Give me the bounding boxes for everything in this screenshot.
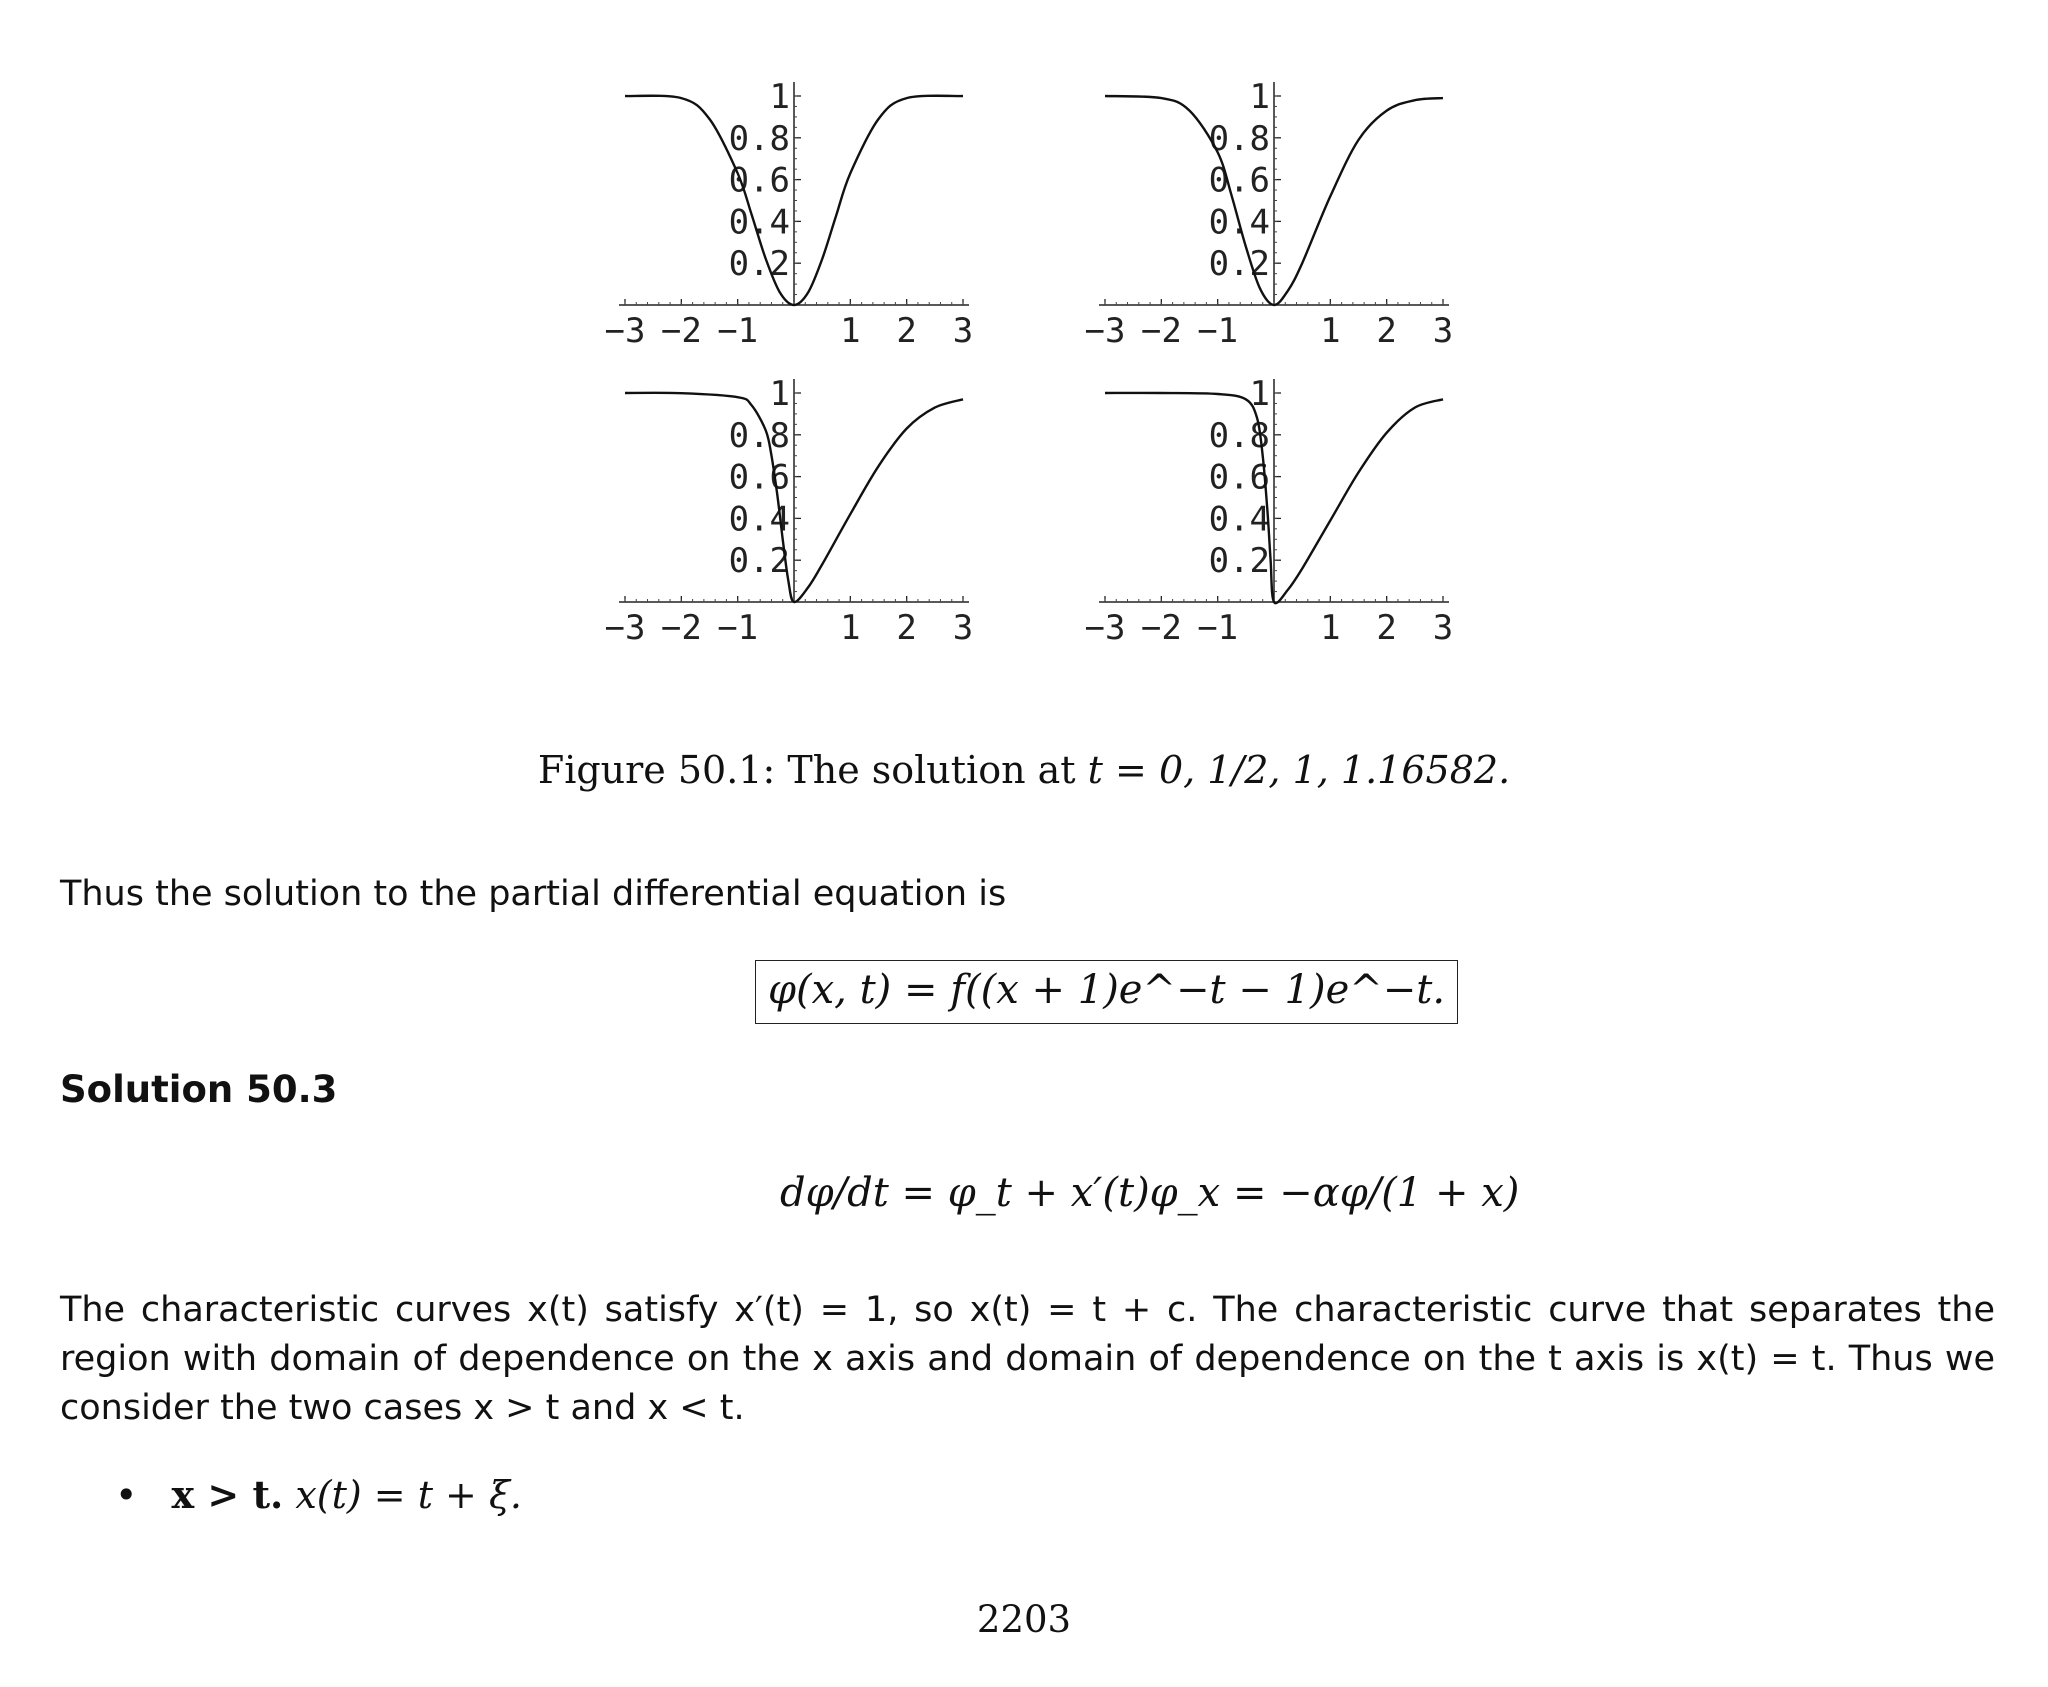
x-tick-label: 3 bbox=[1432, 608, 1454, 648]
x-tick-label: 2 bbox=[896, 311, 917, 351]
y-tick-label: 0.4 bbox=[728, 202, 790, 243]
plot-svg bbox=[595, 367, 1015, 657]
x-tick-label: 1 bbox=[840, 608, 861, 648]
x-tick-label: 2 bbox=[896, 608, 917, 648]
x-tick-label: 2 bbox=[1376, 311, 1397, 351]
boxed-equation-text: φ(x, t) = f((x + 1)e^−t − 1)e^−t. bbox=[768, 967, 1446, 1013]
figure-label: Figure 50.1: bbox=[537, 748, 776, 792]
y-tick-label: 0.8 bbox=[728, 415, 790, 456]
figure-plots bbox=[595, 70, 1475, 670]
x-tick-label: 1 bbox=[840, 311, 861, 351]
case-equation: x(t) = t + ξ. bbox=[295, 1473, 522, 1517]
figure-caption bbox=[0, 748, 2048, 792]
dphi-dt-equation bbox=[780, 1170, 1519, 1216]
dphi-dt-equation-text: dφ/dt = φ_t + x′(t)φ_x = −αφ/(1 + x) bbox=[780, 1170, 1520, 1216]
plot-t0 bbox=[595, 70, 1015, 360]
x-tick-label: −3 bbox=[1084, 311, 1126, 351]
plot-svg bbox=[595, 70, 1015, 360]
x-tick-label: 1 bbox=[1320, 311, 1341, 351]
plot-svg bbox=[1075, 367, 1495, 657]
figure-caption-text: The solution at bbox=[787, 748, 1076, 792]
y-tick-label: 0.6 bbox=[1208, 160, 1270, 201]
x-tick-label: −1 bbox=[1197, 311, 1239, 351]
intro-paragraph: Thus the solution to the partial differential equation is bbox=[60, 874, 1007, 914]
x-tick-label: −1 bbox=[1197, 608, 1239, 648]
x-tick-label: 3 bbox=[952, 311, 974, 351]
y-tick-label: 0.4 bbox=[1208, 499, 1270, 540]
y-tick-label: 0.8 bbox=[728, 118, 790, 159]
x-tick-label: −2 bbox=[1140, 311, 1182, 351]
y-tick-label: 0.8 bbox=[1208, 118, 1270, 159]
bullet-icon: • bbox=[115, 1473, 138, 1517]
figure-caption-math: t = 0, 1/2, 1, 1.16582. bbox=[1087, 748, 1511, 792]
x-tick-label: −1 bbox=[717, 608, 759, 648]
case-bullet-item bbox=[115, 1472, 522, 1517]
y-tick-label: 1 bbox=[769, 77, 790, 117]
x-tick-label: 2 bbox=[1376, 608, 1397, 648]
y-tick-label: 0.2 bbox=[1208, 541, 1270, 582]
y-tick-label: 0.4 bbox=[728, 499, 790, 540]
x-tick-label: −2 bbox=[660, 608, 702, 648]
page-number: 2203 bbox=[976, 1598, 1072, 1641]
y-tick-label: 1 bbox=[1249, 374, 1270, 414]
boxed-solution-equation bbox=[755, 960, 1458, 1024]
y-tick-label: 0.2 bbox=[728, 244, 790, 285]
x-tick-label: 1 bbox=[1320, 608, 1341, 648]
plot-t1 bbox=[595, 367, 1015, 657]
plot-t-half bbox=[1075, 70, 1495, 360]
y-tick-label: 0.6 bbox=[728, 160, 790, 201]
y-tick-label: 0.2 bbox=[728, 541, 790, 582]
x-tick-label: 3 bbox=[1432, 311, 1454, 351]
y-tick-label: 0.6 bbox=[1208, 457, 1270, 498]
x-tick-label: −2 bbox=[660, 311, 702, 351]
y-tick-label: 0.8 bbox=[1208, 415, 1270, 456]
y-tick-label: 0.4 bbox=[1208, 202, 1270, 243]
x-tick-label: −3 bbox=[604, 608, 646, 648]
x-tick-label: −1 bbox=[717, 311, 759, 351]
plot-svg bbox=[1075, 70, 1495, 360]
x-tick-label: −2 bbox=[1140, 608, 1182, 648]
x-tick-label: 3 bbox=[952, 608, 974, 648]
x-tick-label: −3 bbox=[1084, 608, 1126, 648]
case-condition: x > t. bbox=[171, 1472, 284, 1517]
y-tick-label: 0.2 bbox=[1208, 244, 1270, 285]
solution-heading: Solution 50.3 bbox=[60, 1068, 338, 1111]
y-tick-label: 0.6 bbox=[728, 457, 790, 498]
y-tick-label: 1 bbox=[1249, 77, 1270, 117]
plot-t-1.16582 bbox=[1075, 367, 1495, 657]
characteristic-curves-paragraph: The characteristic curves x(t) satisfy x′(t) = 1, so x(t) = t + c. The characteristic curve that separates the region with domain of dependence on the x axis and domain of dependence on the t axis is x(t) = t. Thus we consider the two cases x > t and x < t. bbox=[60, 1290, 1995, 1428]
y-tick-label: 1 bbox=[769, 374, 790, 414]
x-tick-label: −3 bbox=[604, 311, 646, 351]
